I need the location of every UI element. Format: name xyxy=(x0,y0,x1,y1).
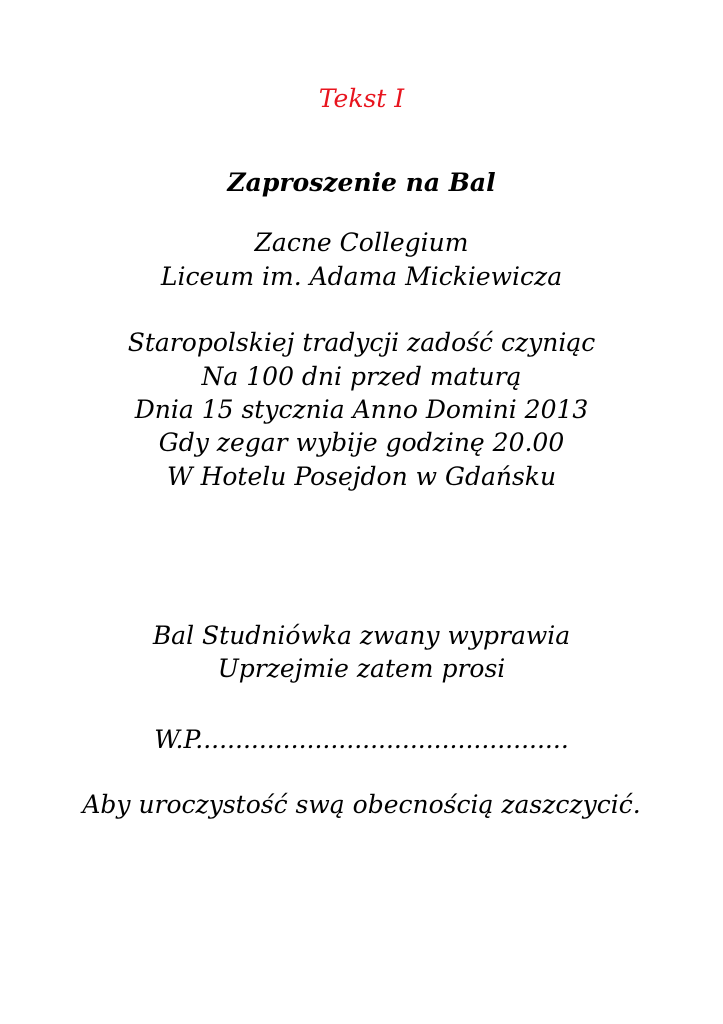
detail-line-2: Na 100 dni przed maturą xyxy=(201,362,522,391)
recipient-line: W.P............................................... xyxy=(154,725,569,754)
detail-line-4: Gdy zegar wybije godzinę 20.00 xyxy=(158,428,565,457)
detail-line-1: Staropolskiej tradycji zadość czyniąc xyxy=(127,328,596,357)
text-label: Tekst I xyxy=(318,84,405,113)
invitation-title: Zaproszenie na Bal xyxy=(227,168,496,197)
detail-line-5: W Hotelu Posejdon w Gdańsku xyxy=(166,462,557,491)
address-line-2: Liceum im. Adama Mickiewicza xyxy=(160,262,563,291)
address-line-1: Zacne Collegium xyxy=(254,228,469,257)
detail-line-3: Dnia 15 stycznia Anno Domini 2013 xyxy=(134,395,589,424)
closing-line: Aby uroczystość swą obecnością zaszczycić. xyxy=(82,790,641,819)
invitation-line-2: Uprzejmie zatem prosi xyxy=(217,654,506,683)
invitation-line-1: Bal Studniówka zwany wyprawia xyxy=(152,621,571,650)
